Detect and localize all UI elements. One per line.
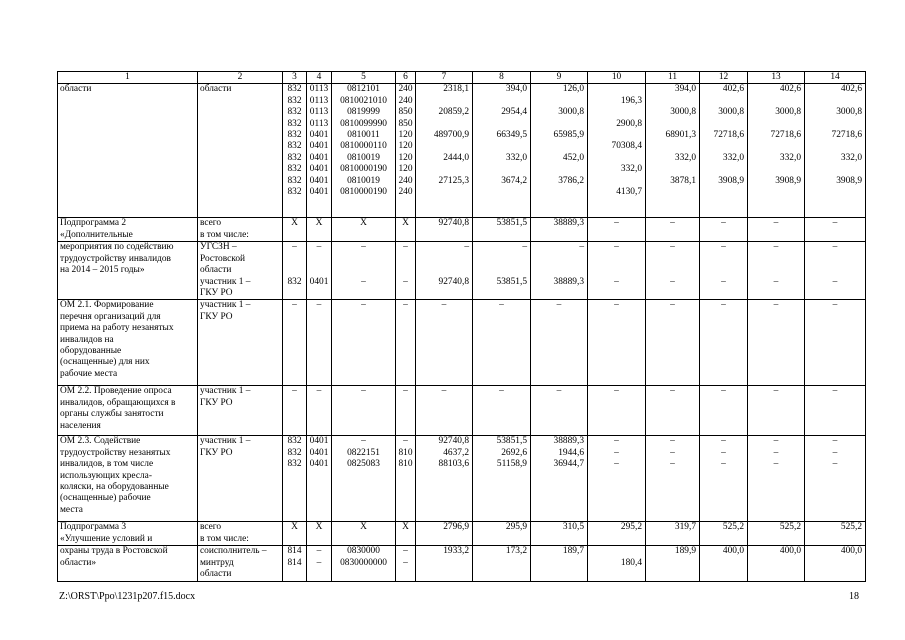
executor-cell: всего в том числе: — [198, 218, 283, 242]
program-name-cell: охраны труда в Ростовской области» — [58, 546, 198, 582]
csr-cell: X — [332, 522, 396, 546]
value-cell: – 92740,8 — [416, 242, 473, 300]
value-cell: – – — [700, 242, 748, 300]
rzpr-cell: – 0401 — [307, 242, 332, 300]
grbs-cell: 814 814 — [283, 546, 307, 582]
value-cell: 189,9 — [646, 546, 700, 582]
program-name-cell: области — [58, 84, 198, 218]
grbs-cell: X — [283, 522, 307, 546]
value-cell: – — [473, 386, 531, 436]
vr-cell: – – — [396, 242, 416, 300]
value-cell: 180,4 — [588, 546, 646, 582]
executor-cell: области — [198, 84, 283, 218]
program-name-cell: Подпрограмма 3 «Улучшение условий и — [58, 522, 198, 546]
vr-cell: – — [396, 300, 416, 386]
rzpr-cell: X — [307, 218, 332, 242]
value-cell: – – — [588, 242, 646, 300]
csr-cell: X — [332, 218, 396, 242]
value-cell: – — [416, 386, 473, 436]
rzpr-cell: X — [307, 522, 332, 546]
value-cell: – 38889,3 — [531, 242, 588, 300]
program-name-cell: ОМ 2.3. Содействие трудоустройству незанятых инвалидов, в том числе использующих кресла- коляски, на оборудованные (оснащенные) рабочие места — [58, 436, 198, 522]
rzpr-cell: – – — [307, 546, 332, 582]
rzpr-cell: 0113 0113 0113 0113 0401 0401 0401 0401 0401 0401 — [307, 84, 332, 218]
grbs-cell: – 832 — [283, 242, 307, 300]
col-header: 5 — [332, 72, 396, 84]
table-row — [58, 218, 866, 242]
col-header: 7 — [416, 72, 473, 84]
grbs-cell: 832 832 832 — [283, 436, 307, 522]
table-row — [58, 242, 866, 300]
vr-cell: 240 240 850 850 120 120 120 120 240 240 — [396, 84, 416, 218]
value-cell: – – – — [646, 436, 700, 522]
executor-cell: участник 1 – ГКУ РО — [198, 300, 283, 386]
col-header: 4 — [307, 72, 332, 84]
value-cell: – – – — [700, 436, 748, 522]
csr-cell: – — [332, 300, 396, 386]
value-cell: 53851,5 — [473, 218, 531, 242]
value-cell: – — [805, 300, 866, 386]
value-cell: – – – — [748, 436, 805, 522]
csr-cell: – — [332, 386, 396, 436]
col-header: 8 — [473, 72, 531, 84]
budget-table — [57, 71, 866, 582]
value-cell: 1933,2 — [416, 546, 473, 582]
col-header: 2 — [198, 72, 283, 84]
value-cell: 319,7 — [646, 522, 700, 546]
program-name-cell: мероприятия по содействию трудоустройству инвалидов на 2014 – 2015 годы» — [58, 242, 198, 300]
value-cell: – — [588, 300, 646, 386]
footer-file-path: Z:\ORST\Ppo\1231p207.f15.docx — [59, 591, 196, 602]
vr-cell: X — [396, 522, 416, 546]
value-cell: 402,6 3000,8 72718,6 332,0 3908,9 — [805, 84, 866, 218]
csr-cell: 0830000 0830000000 — [332, 546, 396, 582]
value-cell: – — [531, 386, 588, 436]
grbs-cell: X — [283, 218, 307, 242]
value-cell: – – – — [588, 436, 646, 522]
value-cell: – — [748, 300, 805, 386]
executor-cell: участник 1 – ГКУ РО — [198, 436, 283, 522]
value-cell: 2318,1 20859,2 489700,9 2444,0 27125,3 — [416, 84, 473, 218]
value-cell: – — [531, 300, 588, 386]
col-header: 1 — [58, 72, 198, 84]
executor-cell: участник 1 – ГКУ РО — [198, 386, 283, 436]
col-header: 14 — [805, 72, 866, 84]
csr-cell: – 0822151 0825083 — [332, 436, 396, 522]
grbs-cell: – — [283, 300, 307, 386]
table-row — [58, 522, 866, 546]
value-cell: – — [646, 386, 700, 436]
table-row — [58, 84, 866, 218]
executor-cell: соисполнитель – минтруд области — [198, 546, 283, 582]
table-row — [58, 386, 866, 436]
rzpr-cell: – — [307, 386, 332, 436]
value-cell: – — [473, 300, 531, 386]
vr-cell: – — [396, 386, 416, 436]
program-name-cell: Подпрограмма 2 «Дополнительные — [58, 218, 198, 242]
value-cell: 525,2 — [700, 522, 748, 546]
value-cell: – — [748, 386, 805, 436]
value-cell: 295,9 — [473, 522, 531, 546]
value-cell: 400,0 — [748, 546, 805, 582]
value-cell: 394,0 2954,4 66349,5 332,0 3674,2 — [473, 84, 531, 218]
value-cell: 173,2 — [473, 546, 531, 582]
value-cell: – — [646, 300, 700, 386]
header-row — [58, 72, 866, 84]
program-name-cell: ОМ 2.2. Проведение опроса инвалидов, обращающихся в органы службы занятости населения — [58, 386, 198, 436]
col-header: 10 — [588, 72, 646, 84]
rzpr-cell: – — [307, 300, 332, 386]
table-row — [58, 300, 866, 386]
grbs-cell: – — [283, 386, 307, 436]
value-cell: 310,5 — [531, 522, 588, 546]
value-cell: 394,0 3000,8 68901,3 332,0 3878,1 — [646, 84, 700, 218]
value-cell: 189,7 — [531, 546, 588, 582]
value-cell: 2796,9 — [416, 522, 473, 546]
grbs-cell: 832 832 832 832 832 832 832 832 832 832 — [283, 84, 307, 218]
value-cell: – – — [646, 242, 700, 300]
value-cell: 196,3 2900,8 70308,4 332,0 4130,7 — [588, 84, 646, 218]
csr-cell: – – — [332, 242, 396, 300]
value-cell: 53851,5 2692,6 51158,9 — [473, 436, 531, 522]
value-cell: – — [805, 386, 866, 436]
col-header: 12 — [700, 72, 748, 84]
value-cell: 38889,3 1944,6 36944,7 — [531, 436, 588, 522]
value-cell: 400,0 — [805, 546, 866, 582]
vr-cell: X — [396, 218, 416, 242]
value-cell: – — [805, 218, 866, 242]
value-cell: 402,6 3000,8 72718,6 332,0 3908,9 — [700, 84, 748, 218]
value-cell: 92740,8 4637,2 88103,6 — [416, 436, 473, 522]
table-row — [58, 436, 866, 522]
vr-cell: – 810 810 — [396, 436, 416, 522]
value-cell: 525,2 — [748, 522, 805, 546]
value-cell: 126,0 3000,8 65985,9 452,0 3786,2 — [531, 84, 588, 218]
col-header: 6 — [396, 72, 416, 84]
col-header: 13 — [748, 72, 805, 84]
value-cell: 38889,3 — [531, 218, 588, 242]
value-cell: – — [700, 300, 748, 386]
value-cell: – — [588, 386, 646, 436]
value-cell: – – – — [805, 436, 866, 522]
csr-cell: 0812101 0810021010 0819999 0810099990 0810011 0810000110 0810019 0810000190 0810019 0810000190 — [332, 84, 396, 218]
value-cell: 92740,8 — [416, 218, 473, 242]
value-cell: 295,2 — [588, 522, 646, 546]
page-number: 18 — [849, 591, 859, 602]
value-cell: 400,0 — [700, 546, 748, 582]
rzpr-cell: 0401 0401 0401 — [307, 436, 332, 522]
value-cell: – — [416, 300, 473, 386]
executor-cell: всего в том числе: — [198, 522, 283, 546]
vr-cell: – – — [396, 546, 416, 582]
table-row — [58, 546, 866, 582]
value-cell: 525,2 — [805, 522, 866, 546]
col-header: 11 — [646, 72, 700, 84]
value-cell: – — [646, 218, 700, 242]
executor-cell: УГСЗН – Ростовской области участник 1 – ГКУ РО — [198, 242, 283, 300]
col-header: 3 — [283, 72, 307, 84]
value-cell: – – — [748, 242, 805, 300]
value-cell: – 53851,5 — [473, 242, 531, 300]
program-name-cell: ОМ 2.1. Формирование перечня организаций для приема на работу незанятых инвалидов на оборудованные (оснащенные) для них рабочие места — [58, 300, 198, 386]
value-cell: 402,6 3000,8 72718,6 332,0 3908,9 — [748, 84, 805, 218]
value-cell: – — [588, 218, 646, 242]
value-cell: – — [700, 218, 748, 242]
value-cell: – — [748, 218, 805, 242]
value-cell: – — [700, 386, 748, 436]
col-header: 9 — [531, 72, 588, 84]
value-cell: – – — [805, 242, 866, 300]
